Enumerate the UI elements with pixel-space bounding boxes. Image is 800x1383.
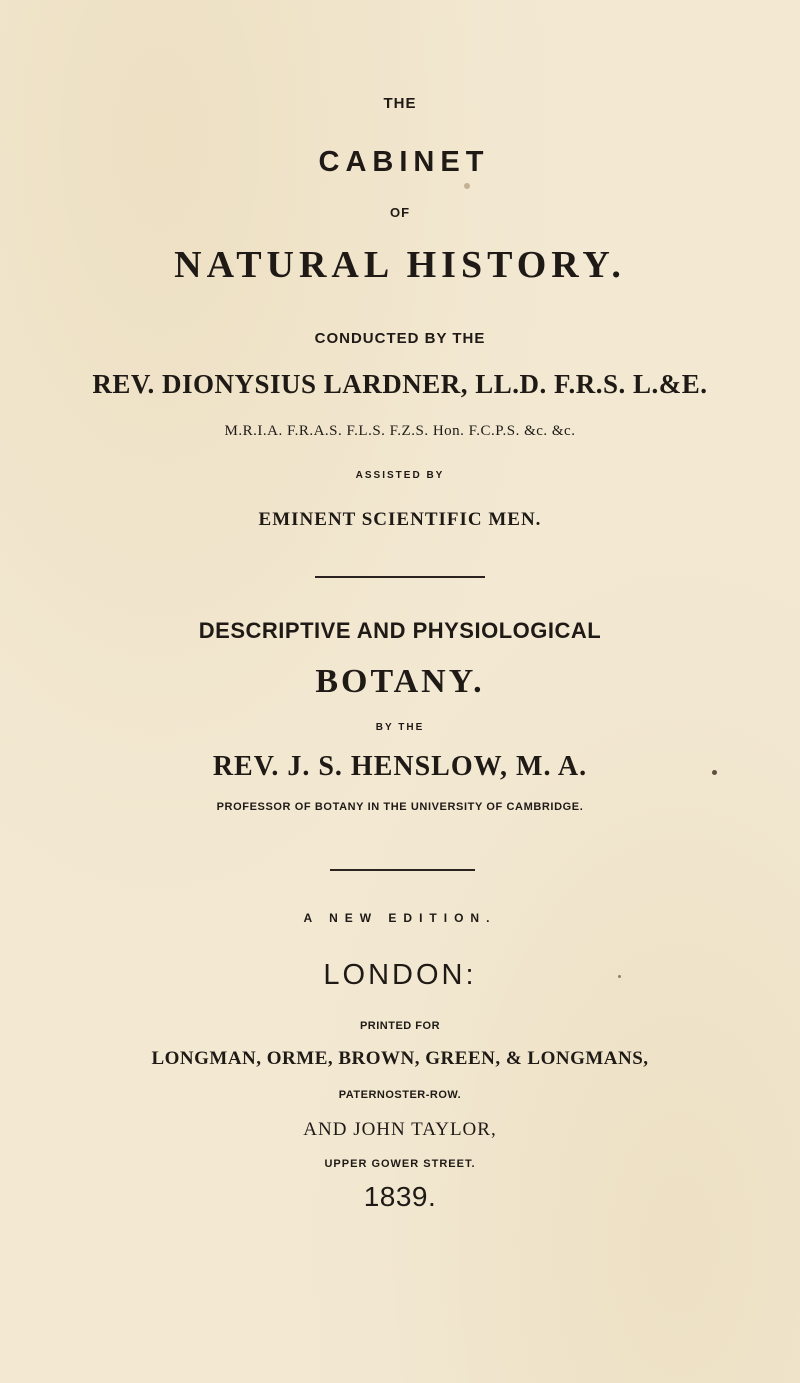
author-title: PROFESSOR OF BOTANY IN THE UNIVERSITY OF CAMBRIDGE. [216, 801, 584, 813]
author-name: REV. J. S. HENSLOW, M. A. [212, 751, 588, 782]
the-heading: THE [383, 95, 417, 112]
editor-credentials: M.R.I.A. F.R.A.S. F.L.S. F.Z.S. Hon. F.C.P.S. &c. &c. [224, 423, 576, 439]
publishers-names: LONGMAN, ORME, BROWN, GREEN, & LONGMANS, [151, 1048, 649, 1069]
book-title: BOTANY. [315, 663, 485, 700]
assisted-by-text: ASSISTED BY [355, 470, 445, 481]
eminent-men-text: EMINENT SCIENTIFIC MEN. [258, 509, 542, 530]
cabinet-heading: CABINET [318, 146, 490, 178]
publishers-address: PATERNOSTER-ROW. [338, 1089, 462, 1101]
subject-subtitle: DESCRIPTIVE AND PHYSIOLOGICAL [198, 618, 602, 643]
ink-speck [712, 770, 717, 775]
imprint-city: LONDON: [323, 959, 477, 991]
divider-rule-top [315, 576, 485, 578]
conducted-by-text: CONDUCTED BY THE [314, 330, 486, 347]
of-heading: OF [389, 205, 411, 220]
edition-text: A NEW EDITION. [303, 911, 497, 925]
editor-name: REV. DIONYSIUS LARDNER, LL.D. F.R.S. L.&E. [92, 369, 708, 399]
by-the-text: BY THE [375, 722, 425, 733]
publication-year: 1839. [363, 1181, 437, 1212]
second-publisher-address: UPPER GOWER STREET. [324, 1158, 476, 1170]
printed-for-text: PRINTED FOR [359, 1020, 441, 1032]
natural-history-heading: NATURAL HISTORY. [174, 244, 626, 286]
ink-speck [618, 975, 621, 978]
divider-rule-bottom [330, 869, 475, 871]
second-publisher: AND JOHN TAYLOR, [303, 1119, 497, 1140]
paper-stain [464, 183, 470, 189]
